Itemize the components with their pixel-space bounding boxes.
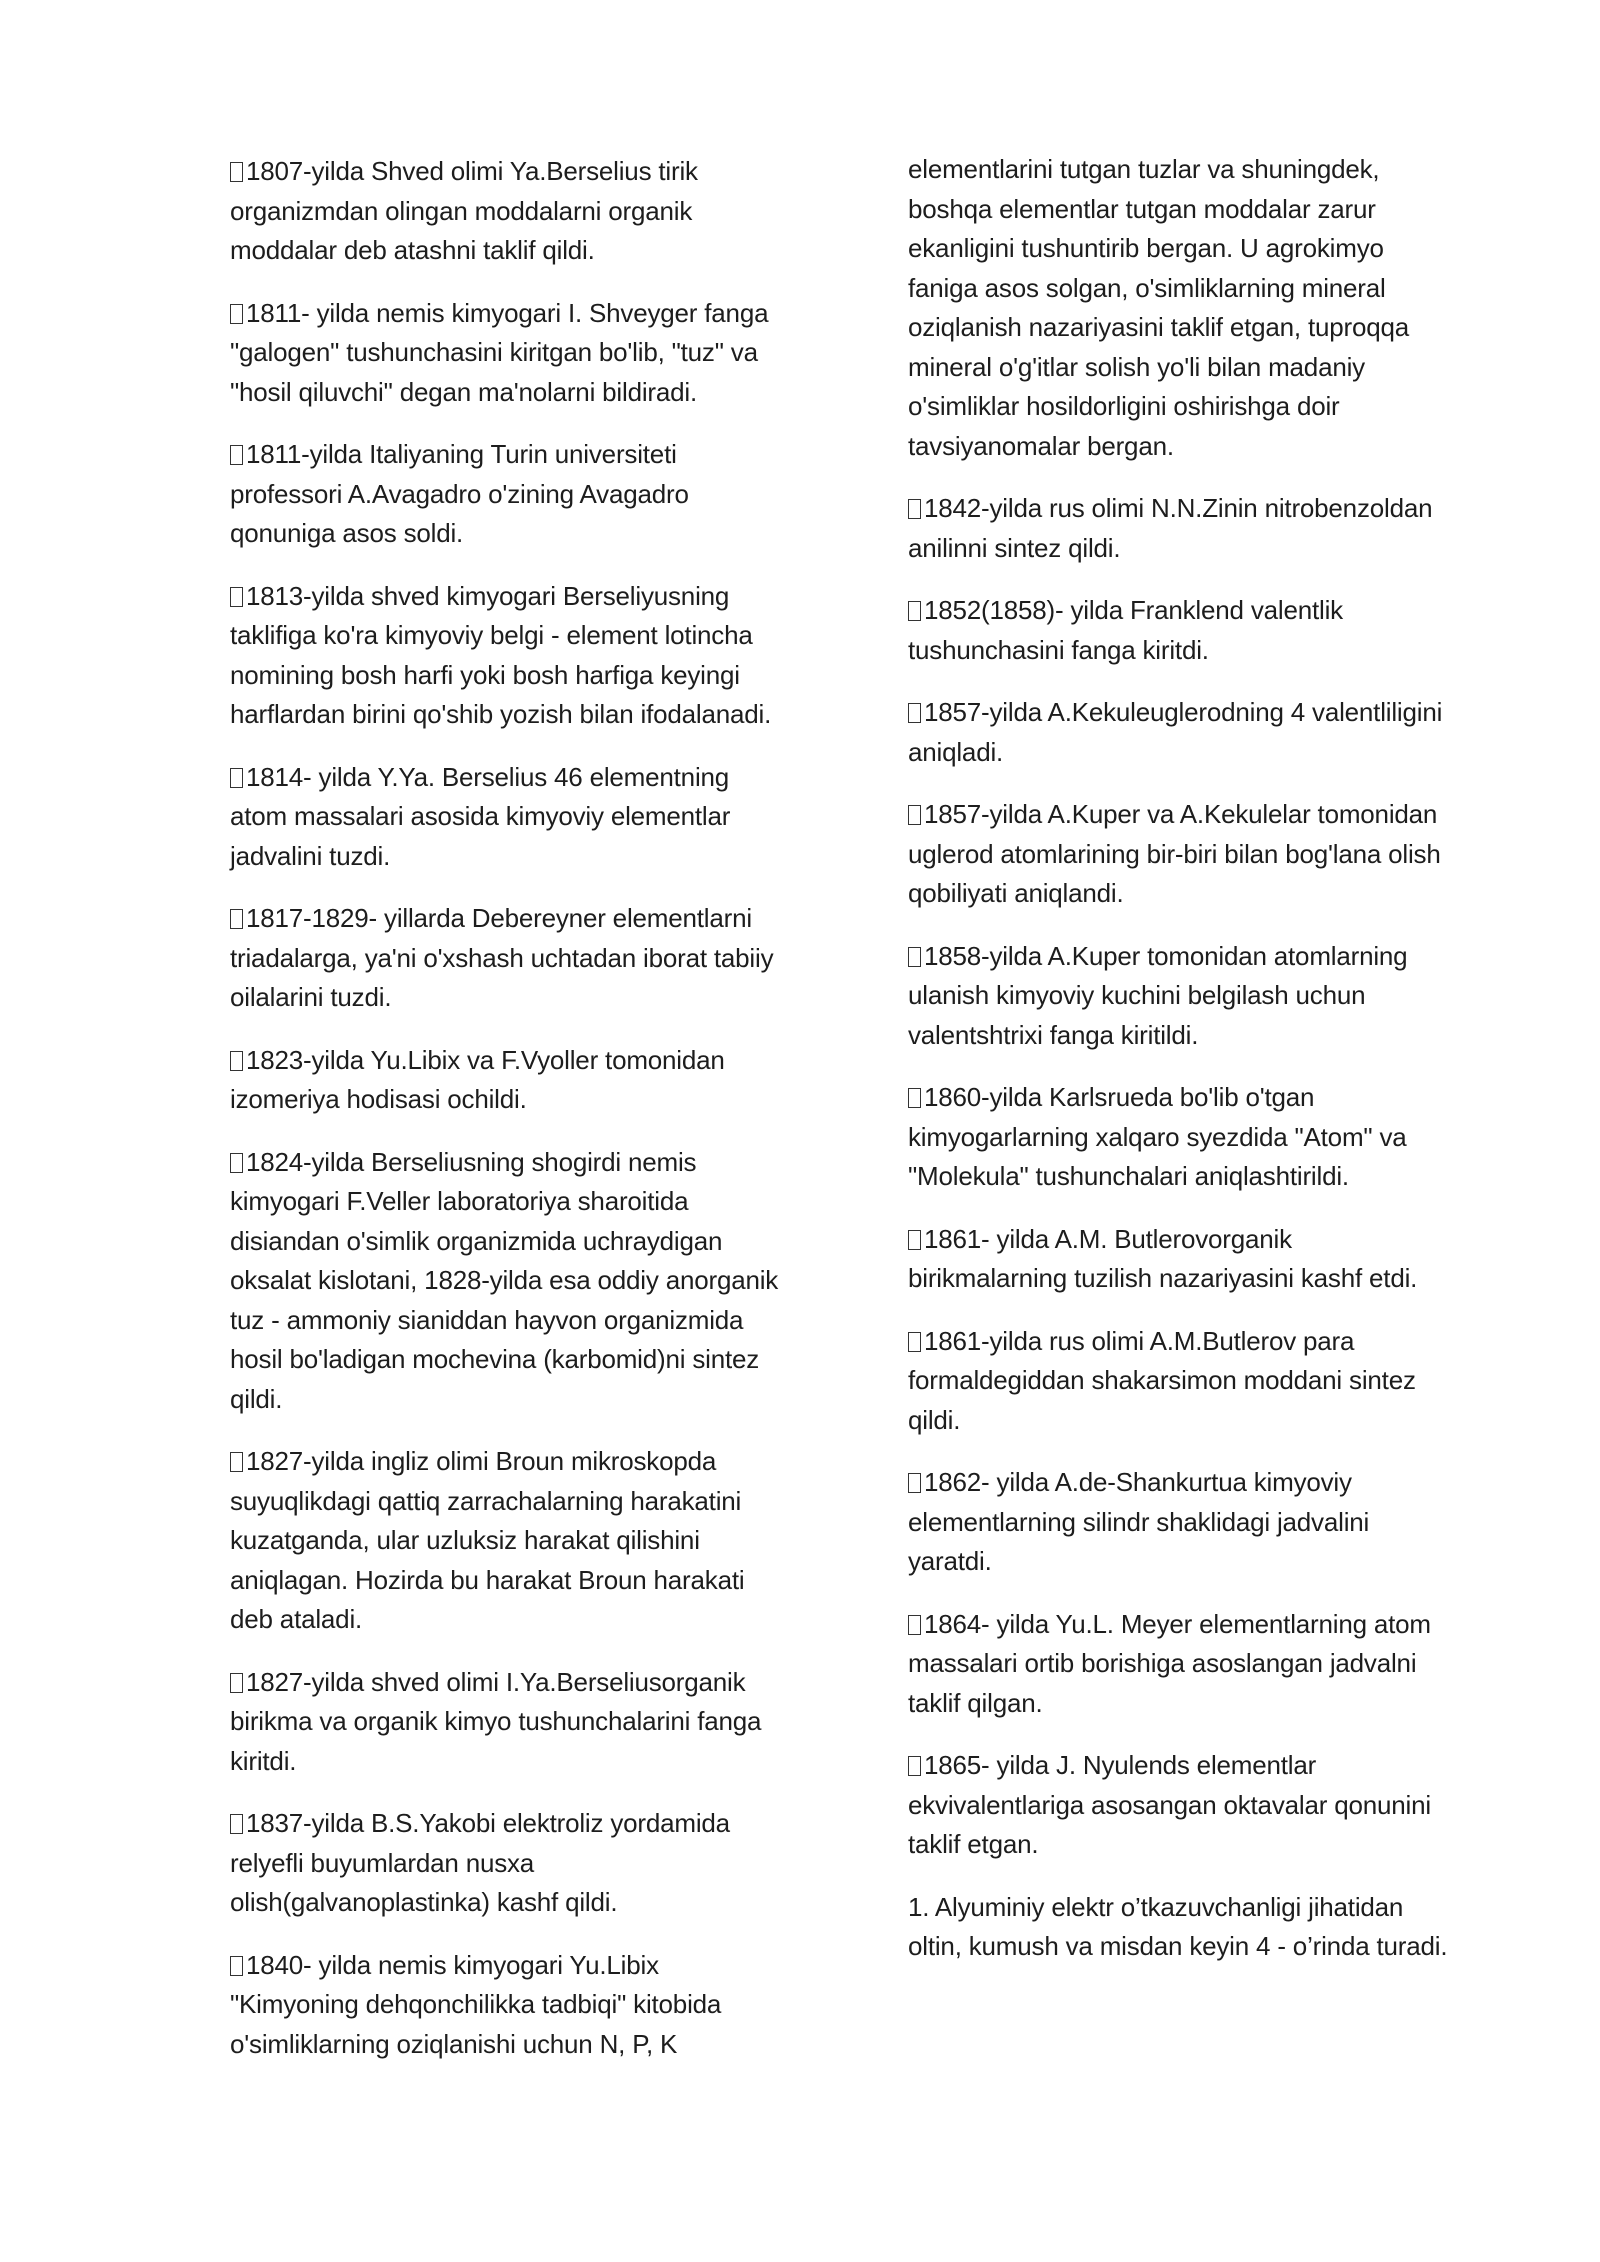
missing-glyph-icon xyxy=(908,703,921,723)
entry-line xyxy=(908,1888,1508,1928)
entry-text: oltin, kumush va misdan keyin 4 - o’rinda turadi. xyxy=(908,1931,1448,1961)
entry-text: birikmalarning tuzilish nazariyasini kashf etdi. xyxy=(908,1263,1418,1293)
entry-line xyxy=(230,616,830,656)
missing-glyph-icon xyxy=(230,1452,243,1472)
entry-text: hosil bo'ladigan mochevina (karbomid)ni sintez xyxy=(230,1344,760,1374)
entry-text: "Molekula" tushunchalari aniqlashtirildi. xyxy=(908,1161,1349,1191)
entry-line xyxy=(908,591,1508,631)
entry-line xyxy=(908,348,1508,388)
timeline-entry xyxy=(908,150,1508,466)
entry-text: aniqladi. xyxy=(908,736,1004,767)
entry-text: elementlarini tutgan tuzlar va shuningdek, xyxy=(908,154,1380,184)
entry-line xyxy=(230,1742,830,1782)
missing-glyph-icon xyxy=(230,1153,243,1173)
entry-text: "hosil qiluvchi" degan ma'nolarni bildiradi. xyxy=(230,376,697,407)
entry-text: relyefli buyumlardan nusxa xyxy=(230,1847,535,1878)
entry-text: "galogen" tushunchasini kiritgan bo'lib, "tuz" va xyxy=(230,337,758,367)
entry-text: disiandan o'simlik organizmida uchraydigan xyxy=(230,1225,723,1256)
entry-text: taklif qilgan. xyxy=(908,1687,1043,1718)
entry-text: 1852(1858)- yilda Franklend valentlik xyxy=(924,595,1343,625)
entry-text: tavsiyanomalar bergan. xyxy=(908,430,1174,461)
entry-line xyxy=(230,758,830,798)
entry-text: aniqlagan. Hozirda bu harakat Broun harakati xyxy=(230,1564,745,1595)
missing-glyph-icon xyxy=(908,1756,921,1776)
entry-text: o'simliklarning oziqlanishi uchun N, P, K xyxy=(230,2028,678,2059)
entry-line xyxy=(908,1078,1508,1118)
entry-line xyxy=(908,1927,1508,1967)
entry-text: kimyogari F.Veller laboratoriya sharoitida xyxy=(230,1186,689,1216)
timeline-entry xyxy=(908,1220,1508,1299)
entry-line xyxy=(230,1041,830,1081)
missing-glyph-icon xyxy=(908,1088,921,1108)
entry-text: 1862- yilda A.de-Shankurtua kimyoviy xyxy=(924,1467,1352,1497)
entry-text: formaldegiddan shakarsimon moddani sintez xyxy=(908,1365,1416,1395)
entry-line xyxy=(230,1561,830,1601)
entry-text: harflardan birini qo'shib yozish bilan ifodalanadi. xyxy=(230,699,772,729)
timeline-entry xyxy=(230,758,830,877)
entry-text: ekvivalentlariga asosangan oktavalar qonunini xyxy=(908,1789,1431,1820)
entry-text: izomeriya hodisasi ochildi. xyxy=(230,1084,527,1114)
timeline-entry xyxy=(908,1078,1508,1197)
entry-text: 1807-yilda Shved olimi Ya.Berselius tirik xyxy=(246,156,698,186)
entry-line xyxy=(908,1118,1508,1158)
entry-text: ulanish kimyoviy kuchini belgilash uchun xyxy=(908,980,1366,1010)
entry-text: 1. Alyuminiy elektr o’tkazuvchanligi jihatidan xyxy=(908,1891,1404,1922)
entry-line xyxy=(230,1261,830,1301)
entry-text: yaratdi. xyxy=(908,1546,992,1576)
entry-text: 1811-yilda Italiyaning Turin universiteti xyxy=(246,439,677,469)
entry-line xyxy=(230,1182,830,1222)
entry-text: 1827-yilda shved olimi I.Ya.Berseliusorganik xyxy=(246,1666,746,1697)
entry-text: organizmdan olingan moddalarni organik xyxy=(230,195,693,226)
entry-line xyxy=(908,1259,1508,1299)
entry-line xyxy=(908,976,1508,1016)
entry-line xyxy=(908,150,1508,190)
timeline-entry xyxy=(908,1322,1508,1441)
timeline-entry xyxy=(230,435,830,554)
entry-text: 1840- yilda nemis kimyogari Yu.Libix xyxy=(246,1949,659,1980)
entry-text: massalari ortib borishiga asoslangan jadvalni xyxy=(908,1648,1417,1678)
entry-line xyxy=(908,795,1508,835)
entry-line xyxy=(908,1542,1508,1582)
timeline-entry xyxy=(908,489,1508,568)
entry-line xyxy=(230,1143,830,1183)
entry-text: moddalar deb atashni taklif qildi. xyxy=(230,235,595,265)
entry-line xyxy=(908,269,1508,309)
entry-text: uglerod atomlarining bir-biri bilan bog'lana olish xyxy=(908,838,1441,869)
entry-line xyxy=(230,1482,830,1522)
entry-line xyxy=(908,308,1508,348)
entry-line xyxy=(230,1985,830,2025)
entry-line xyxy=(908,529,1508,569)
entry-line xyxy=(908,387,1508,427)
entry-text: 1864- yilda Yu.L. Meyer elementlarning atom xyxy=(924,1608,1431,1639)
entry-line xyxy=(908,1644,1508,1684)
entry-line xyxy=(230,899,830,939)
missing-glyph-icon xyxy=(230,304,243,324)
entry-text: 1861-yilda rus olimi A.M.Butlerov para xyxy=(924,1325,1355,1356)
entry-line xyxy=(230,1804,830,1844)
entry-line xyxy=(230,1663,830,1703)
entry-line xyxy=(230,577,830,617)
entry-text: qonuniga asos soldi. xyxy=(230,518,464,548)
entry-line xyxy=(908,1605,1508,1645)
entry-text: qildi. xyxy=(230,1383,283,1414)
entry-text: mineral o'g'itlar solish yo'li bilan madaniy xyxy=(908,351,1365,382)
entry-text: boshqa elementlar tutgan moddalar zarur xyxy=(908,193,1376,224)
entry-line xyxy=(908,1825,1508,1865)
missing-glyph-icon xyxy=(908,499,921,519)
entry-text: kimyogarlarning xalqaro syezdida "Atom" va xyxy=(908,1121,1407,1152)
entry-text: kuzatganda, ular uzluksiz harakat qilishini xyxy=(230,1525,700,1555)
entry-text: kiritdi. xyxy=(230,1745,297,1776)
entry-line xyxy=(908,190,1508,230)
missing-glyph-icon xyxy=(908,1230,921,1250)
entry-line xyxy=(908,733,1508,773)
entry-line xyxy=(230,797,830,837)
entry-text: o'simliklar hosildorligini oshirishga doir xyxy=(908,391,1340,421)
entry-text: qildi. xyxy=(908,1404,961,1435)
entry-text: professori A.Avagadro o'zining Avagadro xyxy=(230,478,689,509)
entry-text: ekanligini tushuntirib bergan. U agrokimyo xyxy=(908,233,1384,263)
entry-text: faniga asos solgan, o'simliklarning mineral xyxy=(908,272,1386,303)
missing-glyph-icon xyxy=(908,805,921,825)
entry-line xyxy=(908,1786,1508,1826)
entry-line xyxy=(908,835,1508,875)
entry-text: deb ataladi. xyxy=(230,1604,363,1634)
timeline-entry xyxy=(230,577,830,735)
entry-line xyxy=(230,294,830,334)
entry-line xyxy=(230,514,830,554)
entry-line xyxy=(230,1301,830,1341)
entry-line xyxy=(230,1600,830,1640)
entry-text: 1813-yilda shved kimyogari Berseliyusning xyxy=(246,580,730,611)
timeline-entry xyxy=(908,693,1508,772)
entry-line xyxy=(230,2025,830,2065)
timeline-entry xyxy=(230,1946,830,2065)
entry-text: 1860-yilda Karlsrueda bo'lib o'tgan xyxy=(924,1082,1315,1112)
entry-text: triadalarga, ya'ni o'xshash uchtadan iborat tabiiy xyxy=(230,942,774,973)
missing-glyph-icon xyxy=(230,445,243,465)
entry-line xyxy=(908,1401,1508,1441)
entry-line xyxy=(230,1222,830,1262)
missing-glyph-icon xyxy=(230,768,243,788)
entry-text: oksalat kislotani, 1828-yilda esa oddiy anorganik xyxy=(230,1265,779,1295)
entry-text: 1865- yilda J. Nyulends elementlar xyxy=(924,1750,1317,1780)
entry-text: tuz - ammoniy sianiddan hayvon organizmida xyxy=(230,1304,744,1335)
entry-text: 1842-yilda rus olimi N.N.Zinin nitrobenzoldan xyxy=(924,493,1433,523)
timeline-entry xyxy=(908,1463,1508,1582)
entry-text: 1827-yilda ingliz olimi Broun mikroskopda xyxy=(246,1446,717,1476)
entry-line xyxy=(230,231,830,271)
entry-text: jadvalini tuzdi. xyxy=(230,840,391,871)
entry-line xyxy=(230,1702,830,1742)
timeline-entry xyxy=(908,1746,1508,1865)
entry-line xyxy=(908,489,1508,529)
missing-glyph-icon xyxy=(230,1956,243,1976)
timeline-entry xyxy=(230,294,830,413)
entry-text: oziqlanish nazariyasini taklif etgan, tuproqqa xyxy=(908,312,1409,342)
entry-text: 1811- yilda nemis kimyogari I. Shveyger fanga xyxy=(246,297,769,328)
entry-text: anilinni sintez qildi. xyxy=(908,532,1121,563)
missing-glyph-icon xyxy=(230,587,243,607)
entry-line xyxy=(908,1016,1508,1056)
entry-line xyxy=(230,656,830,696)
entry-text: 1857-yilda A.Kuper va A.Kekulelar tomonidan xyxy=(924,799,1438,829)
timeline-entry xyxy=(230,1804,830,1923)
entry-text: suyuqlikdagi qattiq zarrachalarning harakatini xyxy=(230,1485,742,1516)
entry-line xyxy=(908,1503,1508,1543)
missing-glyph-icon xyxy=(230,1673,243,1693)
missing-glyph-icon xyxy=(908,601,921,621)
entry-text: 1858-yilda A.Kuper tomonidan atomlarning xyxy=(924,940,1408,971)
entry-text: 1837-yilda B.S.Yakobi elektroliz yordamida xyxy=(246,1808,730,1838)
entry-text: 1814- yilda Y.Ya. Berselius 46 elementning xyxy=(246,761,730,792)
entry-text: atom massalari asosida kimyoviy elementlar xyxy=(230,801,731,831)
entry-line xyxy=(908,631,1508,671)
missing-glyph-icon xyxy=(908,1615,921,1635)
entry-line xyxy=(908,1157,1508,1197)
entry-line xyxy=(230,978,830,1018)
entry-line xyxy=(230,152,830,192)
left-column xyxy=(230,152,830,2087)
timeline-entry xyxy=(230,899,830,1018)
entry-line xyxy=(230,1442,830,1482)
timeline-entry xyxy=(230,1143,830,1420)
entry-line xyxy=(908,1220,1508,1260)
entry-line xyxy=(230,333,830,373)
entry-line xyxy=(908,427,1508,467)
entry-text: 1861- yilda A.M. Butlerovorganik xyxy=(924,1223,1292,1254)
missing-glyph-icon xyxy=(230,1814,243,1834)
entry-line xyxy=(908,1322,1508,1362)
missing-glyph-icon xyxy=(230,162,243,182)
timeline-entry xyxy=(230,152,830,271)
entry-text: taklif etgan. xyxy=(908,1829,1039,1859)
timeline-entry xyxy=(230,1442,830,1640)
entry-text: valentshtrixi fanga kiritildi. xyxy=(908,1019,1199,1050)
entry-line xyxy=(230,192,830,232)
right-column xyxy=(908,150,1508,1990)
entry-line xyxy=(230,1080,830,1120)
entry-line xyxy=(908,1361,1508,1401)
timeline-entry xyxy=(908,1605,1508,1724)
entry-line xyxy=(908,874,1508,914)
entry-line xyxy=(908,229,1508,269)
entry-line xyxy=(908,937,1508,977)
entry-line xyxy=(230,1844,830,1884)
entry-text: nomining bosh harfi yoki bosh harfiga keyingi xyxy=(230,659,740,690)
entry-line xyxy=(230,837,830,877)
entry-line xyxy=(908,1746,1508,1786)
entry-line xyxy=(230,1521,830,1561)
missing-glyph-icon xyxy=(908,947,921,967)
missing-glyph-icon xyxy=(230,1051,243,1071)
entry-line xyxy=(230,373,830,413)
entry-text: tushunchasini fanga kiritdi. xyxy=(908,634,1209,665)
entry-line xyxy=(230,695,830,735)
entry-text: taklifiga ko'ra kimyoviy belgi - element lotincha xyxy=(230,620,753,650)
entry-text: elementlarning silindr shaklidagi jadvalini xyxy=(908,1506,1370,1537)
entry-text: olish(galvanoplastinka) kashf qildi. xyxy=(230,1887,618,1917)
entry-line xyxy=(908,1463,1508,1503)
timeline-entry xyxy=(908,795,1508,914)
timeline-entry xyxy=(908,1888,1508,1967)
entry-text: "Kimyoning dehqonchilikka tadbiqi" kitobida xyxy=(230,1989,722,2019)
timeline-entry xyxy=(230,1663,830,1782)
missing-glyph-icon xyxy=(908,1473,921,1493)
timeline-entry xyxy=(908,937,1508,1056)
entry-line xyxy=(230,1946,830,1986)
entry-line xyxy=(230,939,830,979)
entry-text: 1823-yilda Yu.Libix va F.Vyoller tomonidan xyxy=(246,1044,725,1075)
entry-line xyxy=(908,693,1508,733)
missing-glyph-icon xyxy=(908,1332,921,1352)
entry-line xyxy=(230,1883,830,1923)
entry-text: qobiliyati aniqlandi. xyxy=(908,878,1124,908)
entry-text: birikma va organik kimyo tushunchalarini fanga xyxy=(230,1706,762,1736)
entry-text: 1824-yilda Berseliusning shogirdi nemis xyxy=(246,1146,697,1177)
entry-text: oilalarini tuzdi. xyxy=(230,982,392,1012)
entry-line xyxy=(230,1380,830,1420)
entry-text: 1857-yilda A.Kekuleuglerodning 4 valentliligini xyxy=(924,697,1443,727)
entry-line xyxy=(230,435,830,475)
timeline-entry xyxy=(908,591,1508,670)
entry-text: 1817-1829- yillarda Debereyner elementlarni xyxy=(246,903,752,933)
entry-line xyxy=(230,1340,830,1380)
missing-glyph-icon xyxy=(230,909,243,929)
entry-line xyxy=(908,1684,1508,1724)
entry-line xyxy=(230,475,830,515)
timeline-entry xyxy=(230,1041,830,1120)
